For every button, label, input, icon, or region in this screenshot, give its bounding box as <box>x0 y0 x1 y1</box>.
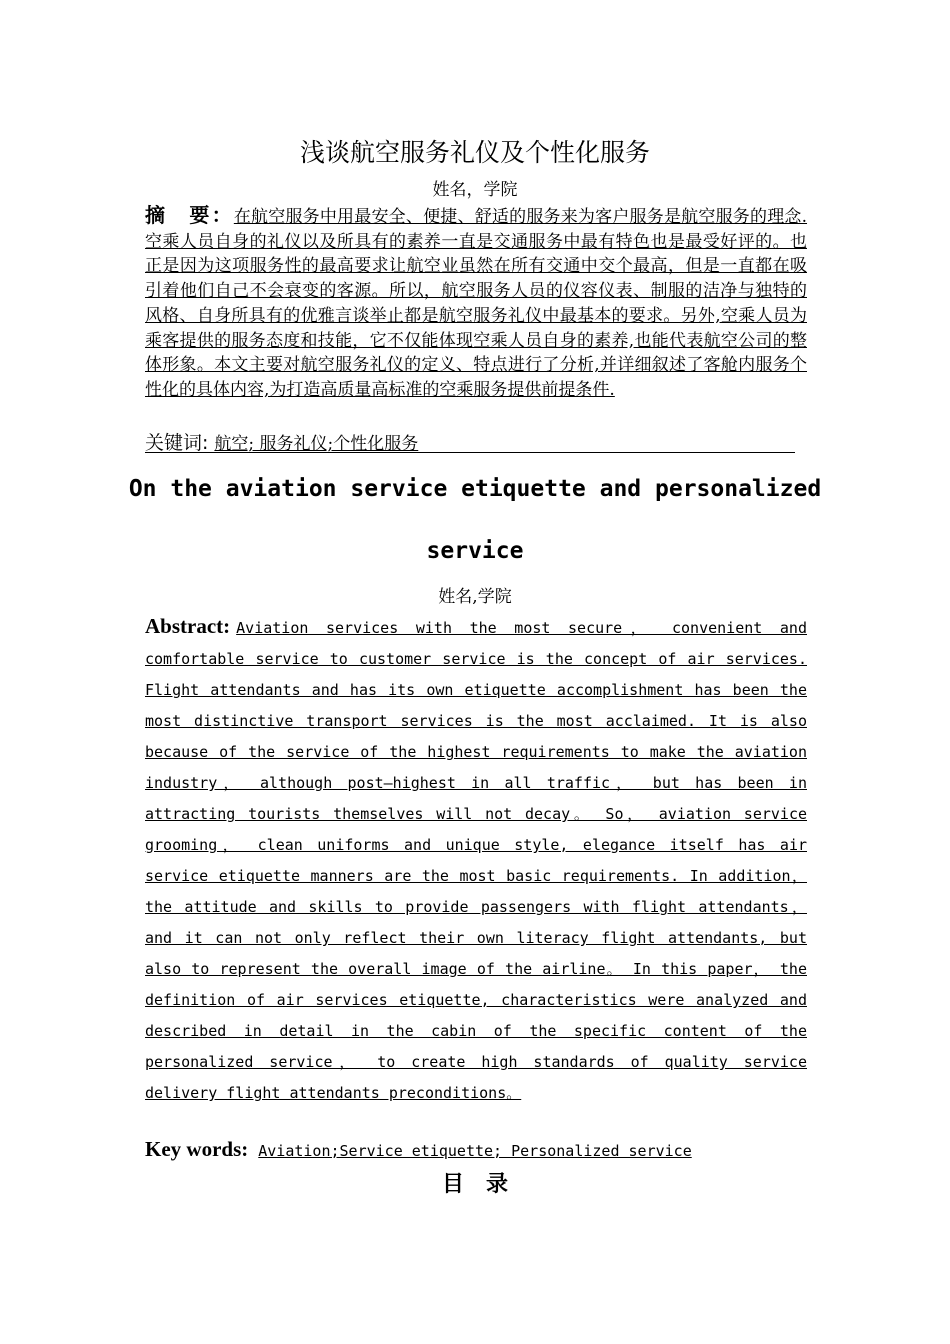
author-english: 姓名,学院 <box>438 587 512 607</box>
keywords-chinese <box>145 428 795 453</box>
table-of-contents-heading: 目录 <box>441 1171 530 1197</box>
keywords-english-label: Key words: <box>145 1137 249 1161</box>
keywords-english <box>145 1137 807 1162</box>
title-english-line-1: On the aviation service etiquette and personalized <box>128 476 822 502</box>
abstract-english-label: Abstract: <box>145 614 231 638</box>
abstract-english <box>145 611 807 1109</box>
abstract-chinese <box>145 203 807 403</box>
title-english <box>0 474 950 598</box>
keywords-chinese-label: 关键词: <box>145 432 209 454</box>
author-chinese: 姓名，学院 <box>432 180 518 200</box>
title-chinese: 浅谈航空服务礼仪及个性化服务 <box>299 138 650 167</box>
abstract-chinese-text: 在航空服务中用最安全、便捷、舒适的服务来为客户服务是航空服务的理念.空乘人员自身的礼仪以及所具有的素养一直是交通服务中最有特色也是最受好评的。也正是因为这项服务性的最高要求让航空业虽然在所有交通中交个最高，但是一直都在吸引着他们自己不会衰变的客源。所以，航空服务人员的仪容仪表、制服的洁净与独特的风格、自身所具有的优雅言谈举止都是航空服务礼仪中最基本的要求。另外,空乘人员为乘客提供的服务态度和技能，它不仅能体现空乘人员自身的素养,也能代表航空公司的整体形象。本文主要对航空服务礼仪的定义、特点进行了分析,并详细叙述了客舱内服务个性化的具体内容,为打造高质量高标准的空乘服务提供前提条件. <box>145 207 808 400</box>
keywords-english-text: Aviation;Service etiquette; Personalized service <box>258 1142 692 1160</box>
keywords-chinese-text: 航空; 服务礼仪;个性化服务 <box>214 434 419 454</box>
abstract-english-text: Aviation services with the most secure， convenient and comfortable service to customer service is the concept of air services. Flight attendants and has its own etiquette accomplishment has been the most distinctive transport services is the most acclaimed. It is also because of the service of the highest requirements to make the aviation industry， although post—highest in all traffic， but has been in attracting tourists themselves will not decay。 So， aviation service grooming， clean uniforms and unique style, elegance itself has air service etiquette manners are the most basic requirements. In addition， the attitude and skills to provide passengers with flight attendants， and it can not only reflect their own literacy flight attendants, but also to represent the overall image of the airline。 In this paper， the definition of air services etiquette, characteristics were analyzed and described in detail in the cabin of the specific content of the personalized service， to create high standards of quality service delivery flight attendants preconditions。 <box>145 619 807 1102</box>
title-english-line-2: service <box>426 538 524 564</box>
abstract-chinese-label: 摘 要： <box>145 203 234 227</box>
